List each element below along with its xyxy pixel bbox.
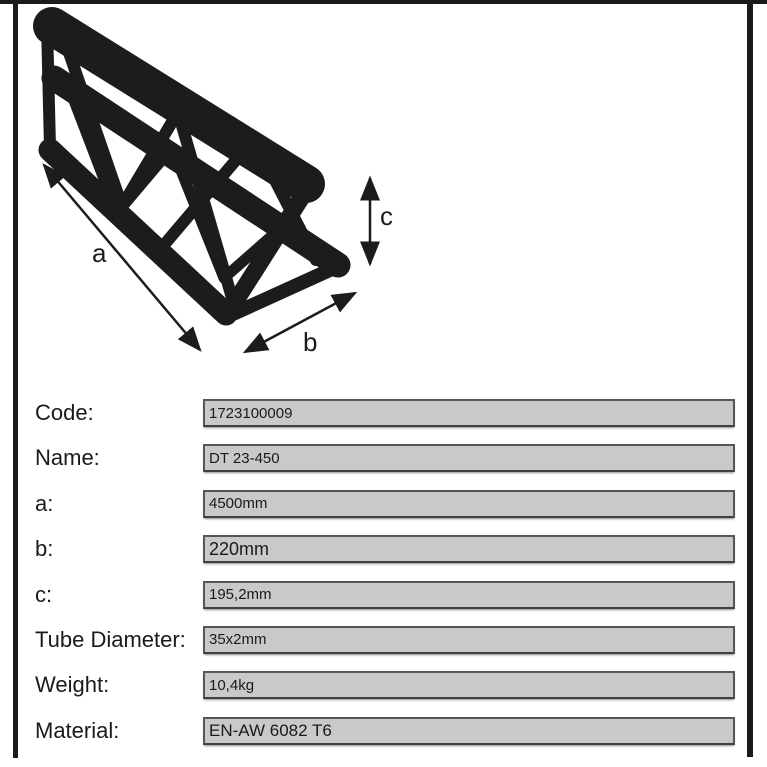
field-label-weight: Weight: bbox=[35, 672, 110, 698]
spec-row-c bbox=[35, 581, 735, 609]
spec-row-material bbox=[35, 717, 735, 745]
spec-row-tube-diameter bbox=[35, 626, 735, 654]
field-value-weight[interactable]: 10,4kg bbox=[203, 671, 735, 699]
field-value-c[interactable]: 195,2mm bbox=[203, 581, 735, 609]
field-label-a: a: bbox=[35, 490, 54, 516]
field-label-code: Code: bbox=[35, 400, 94, 425]
field-label-b: b: bbox=[35, 536, 54, 562]
dim-label-a: a bbox=[92, 238, 107, 268]
truss-diagram bbox=[0, 0, 430, 380]
field-label-material: Material: bbox=[35, 717, 120, 743]
field-value-a[interactable]: 4500mm bbox=[203, 490, 735, 518]
dim-label-b: b bbox=[303, 327, 318, 357]
field-value-tube-diameter[interactable]: 35x2mm bbox=[203, 626, 735, 654]
spec-table bbox=[35, 399, 735, 745]
field-value-name[interactable]: DT 23-450 bbox=[203, 444, 735, 472]
field-label-tube-diameter: Tube Diameter: bbox=[35, 626, 186, 652]
spec-row-a bbox=[35, 490, 735, 518]
spec-row-code bbox=[35, 399, 735, 427]
spec-row-name bbox=[35, 444, 735, 472]
field-label-c: c: bbox=[35, 581, 53, 607]
dim-label-c: c bbox=[380, 201, 393, 231]
field-value-code[interactable]: 1723100009 bbox=[203, 399, 735, 427]
spec-row-b bbox=[35, 535, 735, 563]
field-value-b[interactable]: 220mm bbox=[203, 535, 735, 563]
spec-row-weight bbox=[35, 671, 735, 699]
field-label-name: Name: bbox=[35, 445, 100, 471]
frame-right-border bbox=[747, 0, 753, 757]
field-value-material[interactable]: EN-AW 6082 T6 bbox=[203, 717, 735, 745]
truss-silhouette bbox=[47, 24, 338, 314]
